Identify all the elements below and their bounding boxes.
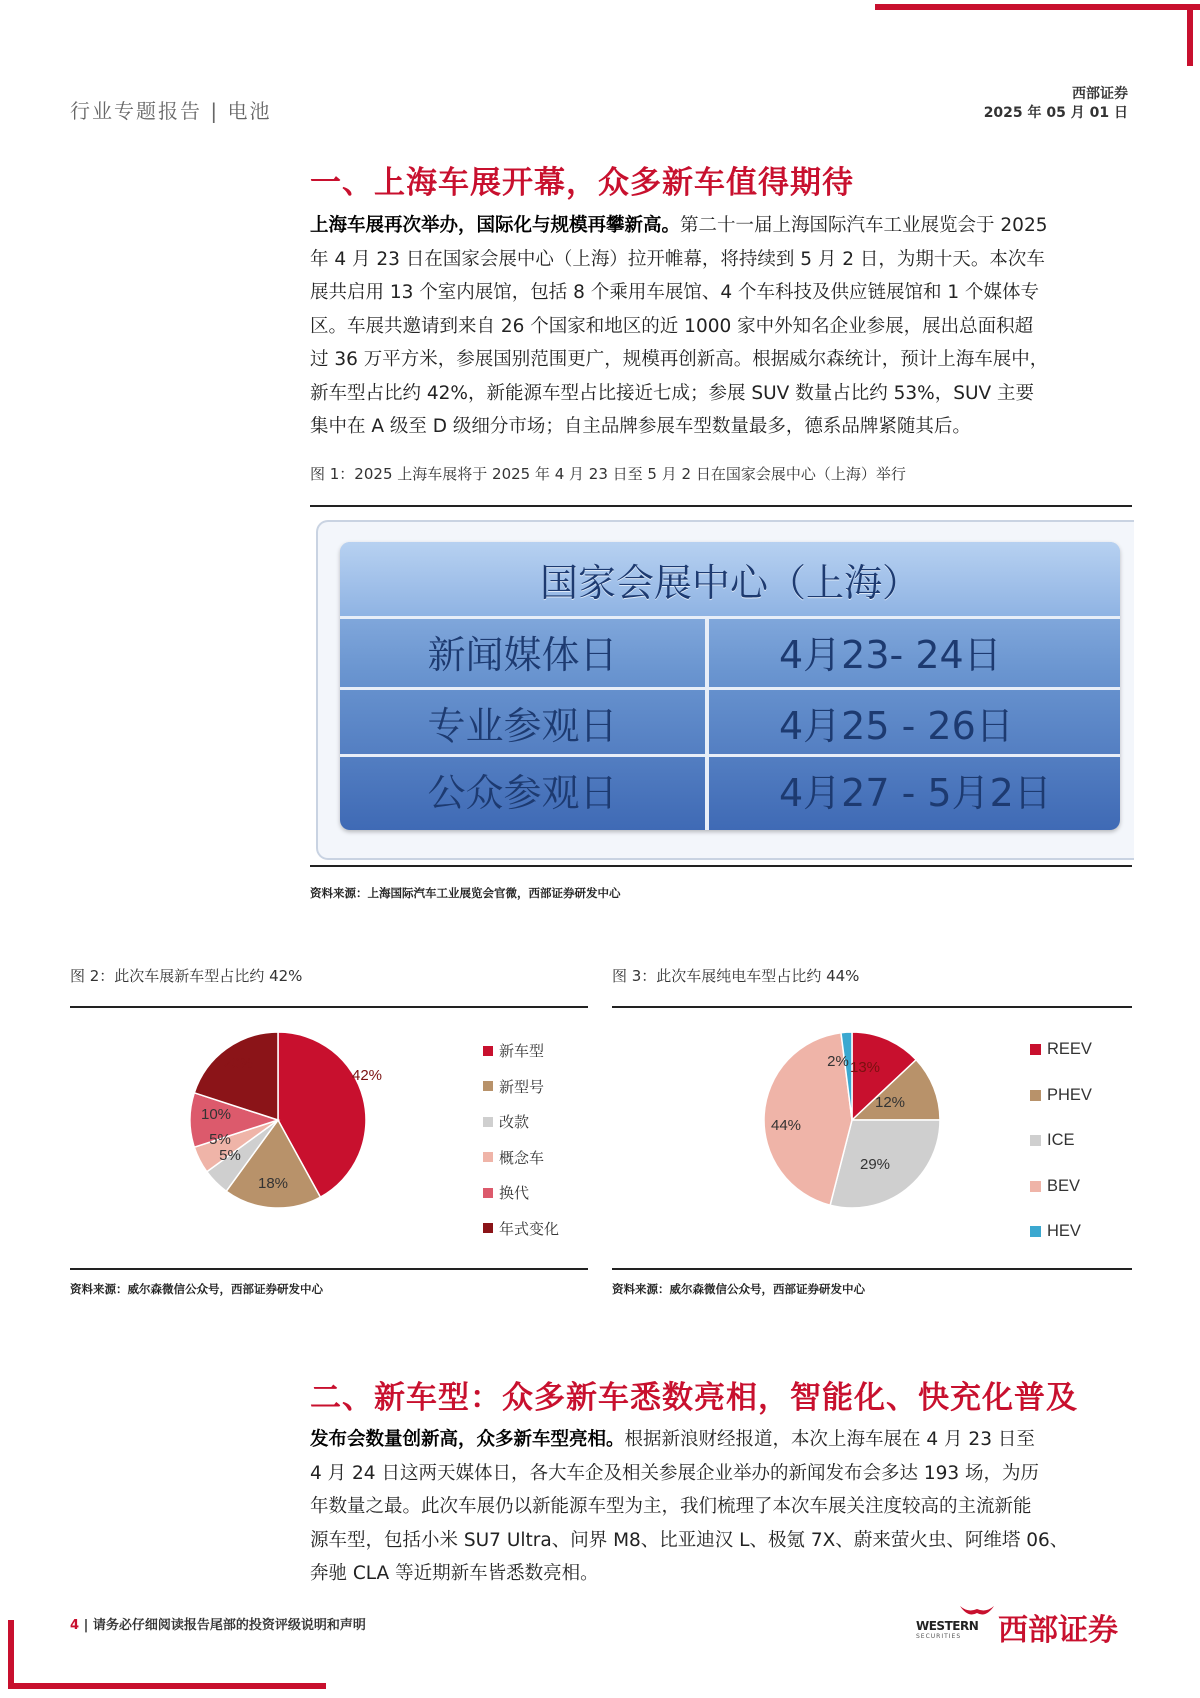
legend-label: 新型号 — [499, 1077, 545, 1096]
legend-label: HEV — [1047, 1222, 1081, 1240]
legend-item — [1030, 1040, 1092, 1059]
report-category: 行业专题报告 | 电池 — [70, 99, 272, 123]
section1-line-6: 集中在 A 级至 D 级细分市场；自主品牌参展车型数量最多，德系品牌紧随其后。 — [310, 416, 971, 437]
section1-line-5: 新车型占比约 42%，新能源车型占比接近七成；参展 SUV 数量占比约 53%，SUV 主要 — [310, 382, 1035, 404]
logo-english: WESTERN — [916, 1619, 979, 1633]
header-broker: 西部证券 — [1072, 86, 1128, 102]
bull-horns-logo-icon — [958, 1604, 996, 1620]
legend-item — [1030, 1222, 1081, 1241]
legend-label: REEV — [1047, 1040, 1092, 1058]
pie-label: 12% — [874, 1094, 906, 1111]
legend-swatch — [1030, 1226, 1041, 1237]
logo-english-sub: SECURITIES — [916, 1633, 962, 1640]
section1-title: 一、上海车展开幕，众多新车值得期待 — [310, 165, 854, 201]
schedule-image — [340, 542, 1120, 830]
corner-mark-bottom-left — [8, 1683, 326, 1689]
section2-line-4: 奔驰 CLA 等近期新车皆悉数亮相。 — [310, 1563, 599, 1584]
figure3-title: 图 3：此次车展纯电车型占比约 44% — [612, 967, 860, 985]
schedule-row — [340, 616, 1120, 683]
legend-label: PHEV — [1047, 1085, 1092, 1104]
header-date: 2025 年 05 月 01 日 — [983, 105, 1128, 121]
section1-line-0: 上海车展再次举办，国际化与规模再攀新高。第二十一届上海国际汽车工业展览会于 2025 — [310, 215, 1048, 236]
legend-swatch — [483, 1152, 493, 1162]
pie-label: 20% — [222, 1055, 254, 1072]
pie-label: 5% — [209, 1131, 231, 1148]
figure1-source: 资料来源：上海国际汽车工业展览会官微，西部证券研发中心 — [310, 886, 621, 900]
legend-swatch — [483, 1223, 493, 1233]
schedule-row-date: 4月25 - 26日 — [779, 703, 1014, 748]
figure2-source: 资料来源：威尔森微信公众号，西部证券研发中心 — [70, 1282, 323, 1296]
legend-item — [483, 1076, 544, 1097]
section1-line-1: 年 4 月 23 日在国家会展中心（上海）拉开帷幕，将持续到 5 月 2 日，为期十天。本次车 — [310, 248, 1045, 270]
section2-line-0: 发布会数量创新高，众多新车型亮相。根据新浪财经报道，本次上海车展在 4 月 23 日至 — [310, 1429, 1035, 1450]
legend-swatch — [1030, 1181, 1041, 1192]
logo-chinese: 西部证券 — [998, 1613, 1118, 1648]
legend-label: 概念车 — [499, 1148, 545, 1167]
page-number: 4 — [70, 1618, 80, 1633]
corner-mark-top-right — [875, 4, 1200, 10]
section1-lead: 上海车展再次举办，国际化与规模再攀新高。 — [310, 215, 681, 236]
pie-label: 10% — [200, 1106, 232, 1123]
footer-disclaimer: | 请务必仔细阅读报告尾部的投资评级说明和声明 — [83, 1618, 366, 1633]
pie-label: 2% — [827, 1053, 849, 1070]
legend-item — [1030, 1131, 1075, 1150]
section2-title: 二、新车型：众多新车悉数亮相，智能化、快充化普及 — [310, 1380, 1078, 1416]
legend-swatch — [483, 1188, 493, 1198]
legend-swatch — [1030, 1044, 1041, 1055]
pie-label: 18% — [257, 1175, 289, 1192]
legend-label: BEV — [1047, 1176, 1081, 1195]
legend-label: 年式变化 — [499, 1219, 560, 1238]
section2-lead: 发布会数量创新高，众多新车型亮相。 — [310, 1429, 625, 1450]
legend-item — [483, 1111, 529, 1132]
pie-label: 29% — [859, 1156, 891, 1173]
pie-label: 44% — [770, 1117, 802, 1134]
legend-label: 换代 — [499, 1184, 530, 1202]
section2-line-3: 源车型，包括小米 SU7 Ultra、问界 M8、比亚迪汉 L、极氪 7X、蔚来萤火虫、阿维塔 06、 — [310, 1529, 1069, 1551]
figure1-title: 图 1：2025 上海车展将于 2025 年 4 月 23 日至 5 月 2 日在国家会展中心（上海）举行 — [310, 465, 906, 483]
schedule-row — [340, 687, 1120, 754]
section2-line-1: 4 月 24 日这两天媒体日，各大车企及相关参展企业举办的新闻发布会多达 193 场，为历 — [310, 1462, 1040, 1484]
legend-item — [483, 1040, 544, 1061]
corner-mark-bottom-left-vertical — [8, 1620, 14, 1689]
legend-swatch — [1030, 1135, 1041, 1146]
legend-swatch — [483, 1081, 493, 1091]
section2-paragraph — [310, 1423, 1132, 1591]
figure3-top-rule — [612, 1006, 1132, 1008]
legend-swatch — [1030, 1090, 1041, 1101]
footer-notice — [70, 1614, 366, 1633]
legend-item — [1030, 1086, 1092, 1105]
figure1-bottom-rule — [310, 865, 1132, 867]
schedule-row-label: 新闻媒体日 — [427, 632, 618, 677]
legend-label: 新车型 — [499, 1042, 545, 1060]
schedule-venue: 国家会展中心（上海） — [340, 542, 1120, 616]
figure3-source: 资料来源：威尔森微信公众号，西部证券研发中心 — [612, 1282, 865, 1296]
section1-line-4: 过 36 万平方米，参展国别范围更广，规模再创新高。根据威尔森统计，预计上海车展中， — [310, 349, 1049, 370]
schedule-row-date: 4月23- 24日 — [779, 632, 1002, 677]
pie-label: 5% — [219, 1147, 241, 1164]
section1-line-2: 展共启用 13 个室内展馆，包括 8 个乘用车展馆、4 个车科技及供应链展馆和 1 个媒体专 — [310, 282, 1040, 303]
schedule-row-label: 公众参观日 — [427, 770, 618, 815]
legend-item — [1030, 1177, 1080, 1196]
figure3-bottom-rule — [612, 1268, 1132, 1270]
section2-line-2: 年数量之最。此次车展仍以新能源车型为主，我们梳理了本次车展关注度较高的主流新能 — [310, 1496, 1032, 1517]
pie-label: 42% — [351, 1067, 383, 1084]
legend-item — [483, 1147, 544, 1168]
schedule-row — [340, 754, 1120, 821]
schedule-row-label: 专业参观日 — [427, 703, 618, 748]
section1-line-3: 区。车展共邀请到来自 26 个国家和地区的近 1000 家中外知名企业参展，展出总面积超 — [310, 315, 1034, 337]
legend-swatch — [483, 1046, 493, 1056]
figure2-title: 图 2：此次车展新车型占比约 42% — [70, 967, 303, 985]
schedule-row-date: 4月27 - 5月2日 — [779, 770, 1052, 815]
figure2-top-rule — [70, 1006, 588, 1008]
figure2-bottom-rule — [70, 1268, 588, 1270]
legend-item — [483, 1218, 559, 1239]
legend-swatch — [483, 1117, 493, 1127]
legend-label: 改款 — [499, 1113, 530, 1131]
corner-mark-top-right-vertical — [1187, 4, 1193, 66]
section1-paragraph — [310, 209, 1132, 444]
figure1-top-rule — [310, 505, 1132, 507]
pie-label: 13% — [849, 1059, 881, 1076]
legend-label: ICE — [1047, 1131, 1075, 1149]
legend-item — [483, 1182, 529, 1203]
